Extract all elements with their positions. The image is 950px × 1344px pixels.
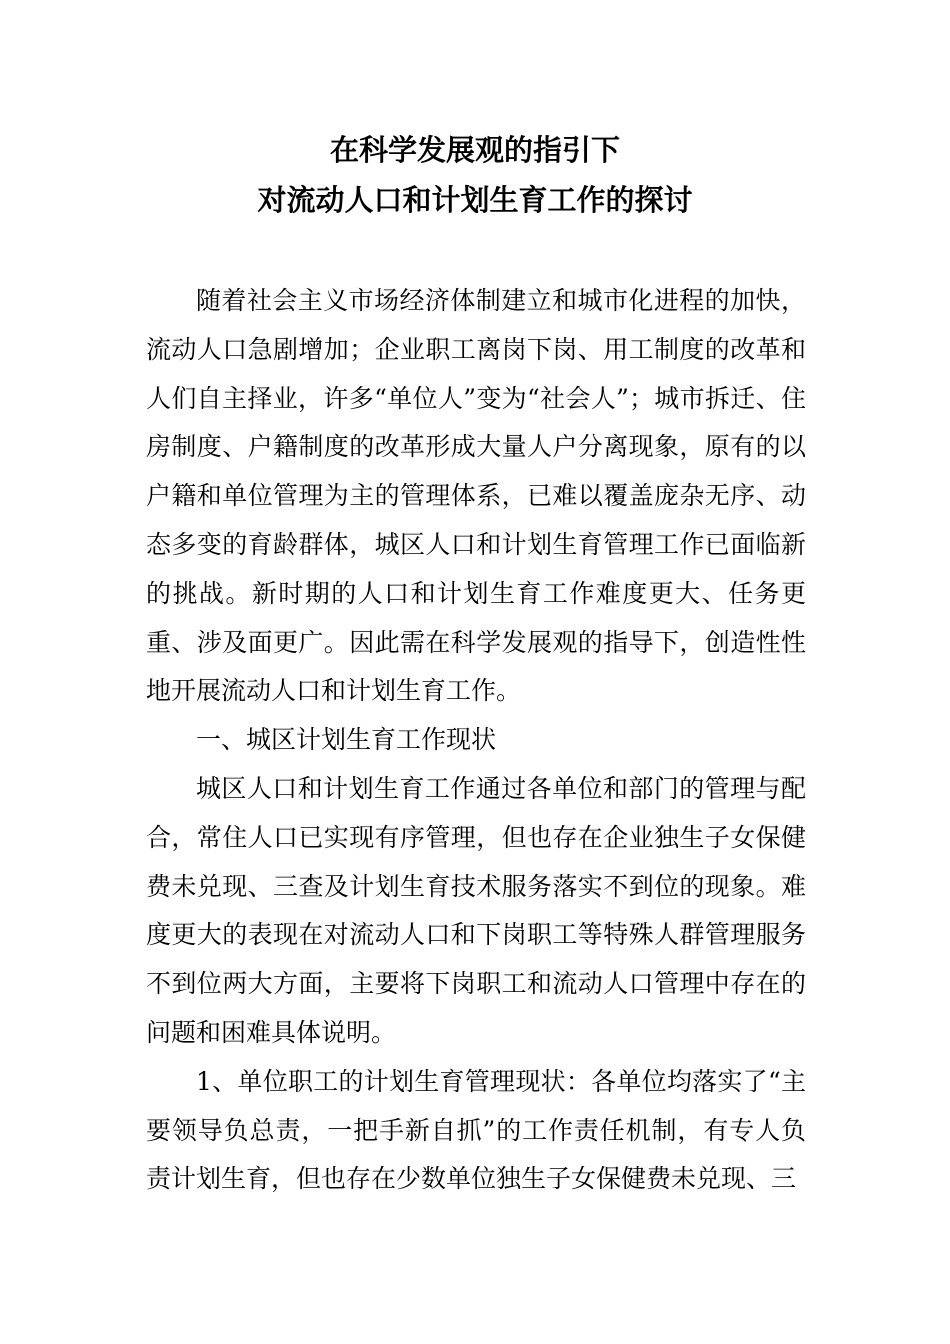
paragraph-item-1: 1、单位职工的计划生育管理现状：各单位均落实了“主要领导负总责，一把手新自抓”的工作责任机制，有专人负责计划生育，但也存在少数单位独生子女保健费未兑现、三 <box>146 1066 806 1194</box>
document-title-line-1: 在科学发展观的指引下 <box>329 133 620 167</box>
section-heading-1: 一、城区计划生育工作现状 <box>196 725 497 755</box>
document-title-line-2: 对流动人口和计划生育工作的探讨 <box>257 183 693 217</box>
paragraph-section-1: 城区人口和计划生育工作通过各单位和部门的管理与配合，常住人口已实现有序管理，但也存在企业独生子女保健费未兑现、三查及计划生育技术服务落实不到位的现象。难度更大的表现在对流动人口和下岗职工等特殊人群管理服务不到位两大方面，主要将下岗职工和流动人口管理中存在的问题和困难具体说明。 <box>146 773 806 1047</box>
paragraph-intro: 随着社会主义市场经济体制建立和城市化进程的加快，流动人口急剧增加；企业职工离岗下岗、用工制度的改革和人们自主择业，许多“单位人”变为“社会人”；城市拆迁、住房制度、户籍制度的改革形成大量人户分离现象，原有的以户籍和单位管理为主的管理体系，已难以覆盖庞杂无序、动态多变的育龄群体，城区人口和计划生育管理工作已面临新的挑战。新时期的人口和计划生育工作难度更大、任务更重、涉及面更广。因此需在科学发展观的指导下，创造性性地开展流动人口和计划生育工作。 <box>146 286 806 706</box>
document-body <box>146 277 806 1204</box>
